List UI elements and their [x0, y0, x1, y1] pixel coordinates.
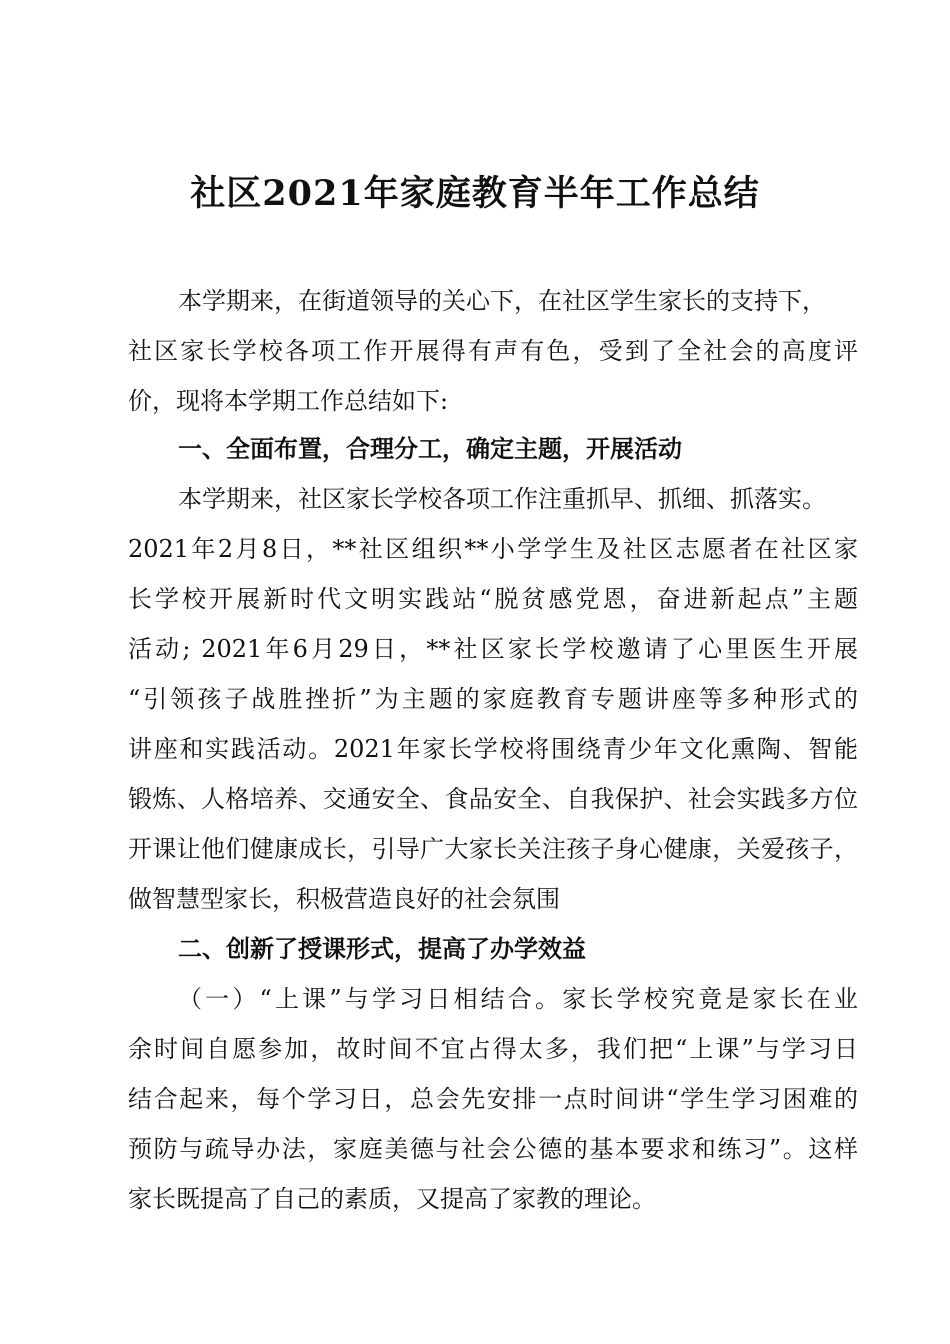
- paragraph-line: 讲座和实践活动。2021年家长学校将围绕青少年文化熏陶、智能: [128, 735, 858, 763]
- section-heading-1: 一、全面布置，合理分工，确定主题，开展活动: [178, 435, 682, 463]
- section-heading-2: 二、创新了授课形式，提高了办学效益: [178, 935, 586, 963]
- paragraph-line: 锻炼、人格培养、交通安全、食品安全、自我保护、社会实践多方位: [128, 785, 858, 813]
- paragraph-line: 长学校开展新时代文明实践站“脱贫感党恩，奋进新起点”主题: [128, 585, 858, 613]
- paragraph-line: 活动; 2021年6月29日，**社区家长学校邀请了心里医生开展: [128, 635, 858, 663]
- paragraph-line: （一）“上课”与学习日相结合。家长学校究竟是家长在业: [178, 985, 858, 1013]
- paragraph-line: 家长既提高了自己的素质，又提高了家教的理论。: [128, 1185, 656, 1213]
- paragraph-line: 价，现将本学期工作总结如下:: [128, 387, 449, 415]
- paragraph-line: 做智慧型家长，积极营造良好的社会氛围: [128, 885, 560, 913]
- paragraph-line: 本学期来，在街道领导的关心下，在社区学生家长的支持下，: [178, 287, 826, 315]
- paragraph-line: 结合起来，每个学习日，总会先安排一点时间讲“学生学习困难的: [128, 1085, 858, 1113]
- paragraph-line: 余时间自愿参加，故时间不宜占得太多，我们把“上课”与学习日: [128, 1035, 858, 1063]
- document-title: 社区2021年家庭教育半年工作总结: [190, 173, 760, 214]
- paragraph-line: 开课让他们健康成长，引导广大家长关注孩子身心健康，关爱孩子，: [128, 835, 858, 863]
- paragraph-line: “引领孩子战胜挫折”为主题的家庭教育专题讲座等多种形式的: [128, 685, 858, 713]
- paragraph-line: 2021年2月8日，**社区组织**小学学生及社区志愿者在社区家: [128, 535, 858, 563]
- paragraph-line: 本学期来，社区家长学校各项工作注重抓早、抓细、抓落实。: [178, 485, 826, 513]
- paragraph-line: 社区家长学校各项工作开展得有声有色，受到了全社会的高度评: [128, 337, 858, 365]
- paragraph-line: 预防与疏导办法，家庭美德与社会公德的基本要求和练习”。这样: [128, 1135, 858, 1163]
